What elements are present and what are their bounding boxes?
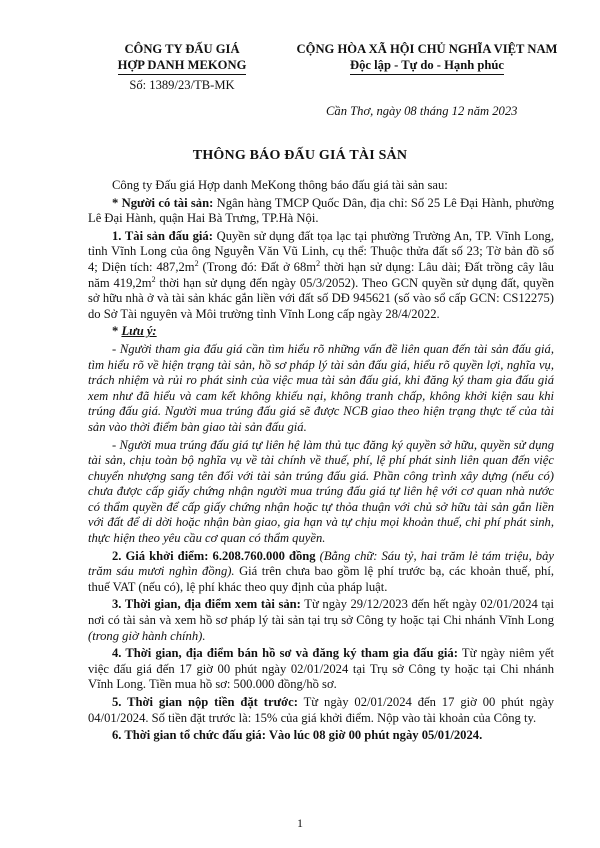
note-paragraph-2: - Người mua trúng đấu giá tự liên hệ làm thủ tục đăng ký quyền sở hữu, quyền sử dụng tài sản, chịu toàn bộ nghĩa vụ về tài chính về thuế, phí, lệ phí phát sinh liên quan đến việc chuyển nhượng sang tên đối với tài sản trúng đấu giá. Phần công trình xây dựng (nếu có) chưa được cấp giấy chứng nhận người mua trúng đấu giá tự liên hệ với cơ quan nhà nước có thẩm quyền để cấp giấy chứng nhận hoặc tự thỏa thuận với chủ sở hữu tài sản gắn liền với đất để di dời hoặc nhận bàn giao, gia hạn và tự chịu mọi khoản thuế, chi phí phát sinh, thực hiện theo yêu cầu cơ quan có thẩm quyền.	[88, 437, 554, 546]
issue-date: Cần Thơ, ngày 08 tháng 12 năm 2023	[326, 104, 518, 118]
registration-text: Từ ngày niêm yết việc đấu giá đến 17 giờ 00 phút ngày 02/01/2024 tại Trụ sở Công ty hoặc tại Chi nhánh Vĩnh Long. Tiền mua hồ sơ: 500.000 đồng/hồ sơ.	[88, 646, 554, 692]
issuer-block	[82, 42, 282, 94]
asset-text-c: thời hạn sử dụng: Lâu dài; Đất trồng cây lâu năm 419,2m	[88, 259, 554, 290]
asset-text-d: thời hạn sử dụng đến ngày 05/3/2052). Theo GCN quyền sử dụng đất, quyền sở hữu nhà ở và tài sản khác gắn liền với đất số DĐ 945621 (số vào sổ cấp GCN: CS12275) do Sở Tài nguyên và Môi trường tỉnh Vĩnh Long cấp ngày 28/4/2022.	[88, 275, 555, 321]
viewing-label: 3. Thời gian, địa điểm xem tài sản:	[112, 597, 301, 612]
issuer-name-line1: CÔNG TY ĐẤU GIÁ	[124, 42, 240, 56]
issuer-name-line2: HỢP DANH MEKONG	[118, 58, 247, 76]
area-superscript: 2	[194, 258, 199, 268]
owner-paragraph	[88, 196, 554, 227]
asset-text-b: (Trong đó: Đất ở 68m	[198, 259, 317, 274]
starting-price-text: Giá trên chưa bao gồm lệ phí trước bạ, các khoản thuế, phí, thuế VAT (nếu có), lệ phí khác theo quy định của pháp luật.	[88, 564, 555, 594]
intro-paragraph: Công ty Đấu giá Hợp danh MeKong thông báo đấu giá tài sản sau:	[112, 178, 448, 192]
auction-time-paragraph	[88, 728, 554, 744]
viewing-text: Từ ngày 29/12/2023 đến hết ngày 02/01/2024 tại nơi có tài sản và xem hồ sơ pháp lý tài sản tại trụ sở Công ty hoặc tại Chi nhánh Vĩnh Long	[88, 597, 555, 628]
deposit-text: Từ ngày 02/01/2024 đến 17 giờ 00 phút ngày 04/01/2024. Số tiền đặt trước là: 15% của giá khởi điểm. Nộp vào tài khoản của Công ty.	[88, 695, 554, 725]
national-header	[282, 42, 572, 75]
auction-time-label: 6. Thời gian tổ chức đấu giá: Vào lúc 08 giờ 00 phút ngày 05/01/2024.	[112, 728, 483, 743]
starting-price-words: (Bằng chữ: Sáu tỷ, hai trăm lẻ tám triệu, bảy trăm sáu mươi nghìn đồng).	[88, 548, 554, 579]
starting-price-label: 2. Giá khởi điểm: 6.208.760.000 đồng	[112, 548, 316, 563]
note-label: Lưu ý:	[121, 324, 157, 339]
deposit-paragraph	[88, 695, 554, 726]
viewing-note: (trong giờ hành chính).	[88, 628, 206, 643]
note-star: *	[112, 324, 122, 339]
asset-paragraph	[88, 229, 554, 323]
area-superscript: 2	[151, 274, 156, 284]
owner-label: * Người có tài sản:	[112, 195, 214, 210]
asset-text-a: Quyền sử dụng đất tọa lạc tại phường Trường An, TP. Vĩnh Long, tỉnh Vĩnh Long của ông Nguyễn Văn Vũ Linh, cụ thể: Thuộc thửa đất số 23; Tờ bản đồ số 4; Diện tích: 487,2m	[88, 228, 554, 274]
note-heading	[88, 324, 554, 340]
area-superscript: 2	[316, 258, 321, 268]
document-number: Số: 1389/23/TB-MK	[129, 78, 235, 92]
asset-label: 1. Tài sản đấu giá:	[112, 228, 213, 243]
owner-text: Ngân hàng TMCP Quốc Dân, địa chỉ: Số 25 Lê Đại Hành, phường Lê Đại Hành, quận Hai Bà Trưng, TP.Hà Nội.	[88, 195, 554, 226]
document-body	[88, 178, 554, 746]
page-number: 1	[297, 816, 303, 830]
registration-label: 4. Thời gian, địa điểm bán hồ sơ và đăng ký tham gia đấu giá:	[112, 646, 458, 661]
document-title: THÔNG BÁO ĐẤU GIÁ TÀI SẢN	[192, 148, 408, 163]
registration-paragraph	[88, 646, 554, 693]
national-title: CỘNG HÒA XÃ HỘI CHỦ NGHĨA VIỆT NAM	[296, 42, 558, 56]
starting-price-paragraph	[88, 549, 554, 596]
note-paragraph-1: - Người tham gia đấu giá cần tìm hiểu rõ những vấn đề liên quan đến tài sản đấu giá, tìm hiểu rõ về hiện trạng tài sản, hồ sơ pháp lý tài sản đấu giá, hiểu rõ quyền lợi, nghĩa vụ, trách nhiệm và rủi ro phát sinh của việc mua tài sản đấu giá, khi đăng ký tham gia đấu giá xem như đã hiểu và cam kết không khiếu nại, không tranh chấp, không khởi kiện sau khi trúng đấu giá. Người mua trúng đấu giá sẽ được NCB giao theo hiện trạng thực tế của tài sản vào thời điểm bàn giao tài sản đấu giá.	[88, 341, 554, 434]
deposit-label: 5. Thời gian nộp tiền đặt trước:	[112, 695, 298, 709]
viewing-paragraph	[88, 597, 554, 644]
national-motto: Độc lập - Tự do - Hạnh phúc	[350, 58, 504, 76]
